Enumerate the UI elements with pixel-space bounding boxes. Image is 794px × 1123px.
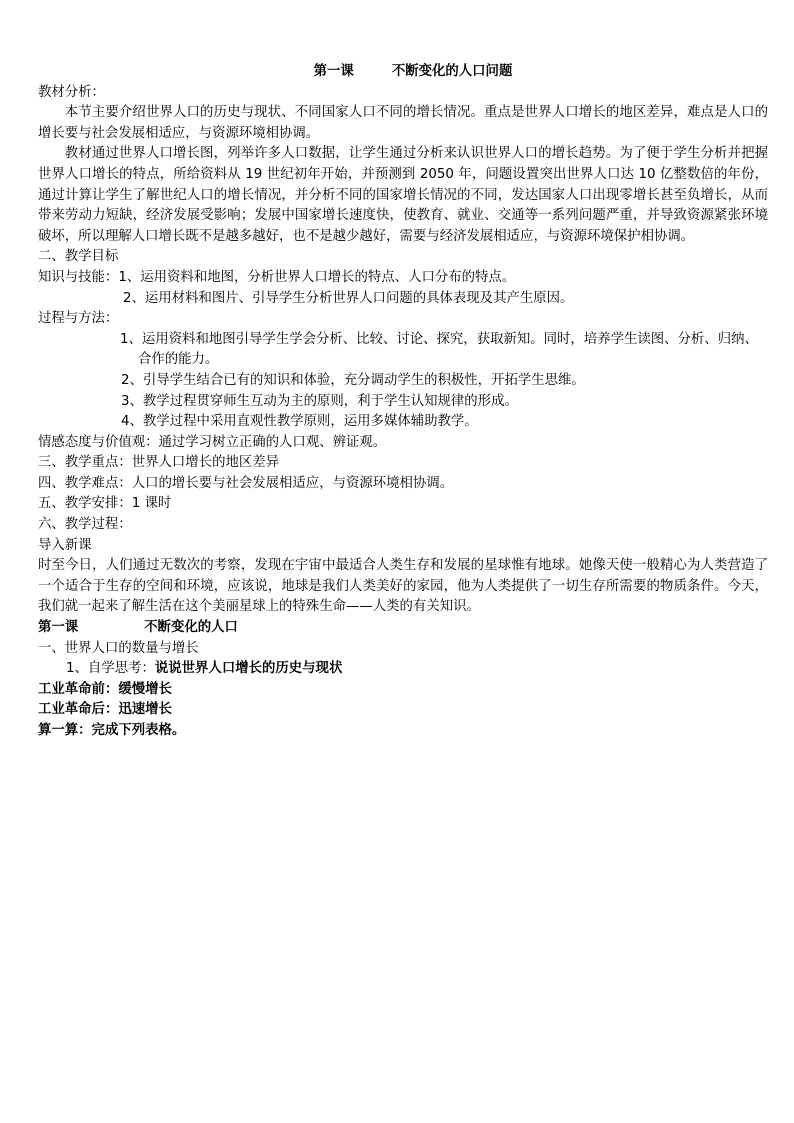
title-lesson-name: 不断变化的人口问题 [391, 64, 513, 79]
analysis-paragraph-1: 本节主要介绍世界人口的历史与现状、不同国家人口不同的增长情况。重点是世界人口增长的地区差异，难点是人口的增长要与社会发展相适应，与资源环境相协调。 [38, 105, 768, 141]
self-study-prefix: 1、自学思考： [66, 661, 155, 677]
lesson-heading [38, 618, 768, 639]
knowledge-objective-2: 2、运用材料和图片、引导学生分析世界人口问题的具体表现及其产生原因。 [123, 290, 574, 306]
calc-instruction: 算一算：完成下列表格。 [38, 723, 186, 738]
after-industrial-revolution: 工业革命后：迅速增长 [38, 702, 172, 718]
process-heading: 六、教学过程： [38, 517, 132, 533]
knowledge-item-1: 1、运用资料和地图，分析世界人口增长的特点、人口分布的特点。 [118, 269, 516, 285]
process-objective-1: 1、运用资料和地图引导学生学会分析、比较、讨论、探究，获取新知。同时，培养学生读图、分析、归纳、合作的能力。 [120, 331, 758, 368]
self-study [38, 659, 768, 680]
intro-text: 时至今日，人们通过无数次的考察，发现在宇宙中最适合人类生存和发展的星球惟有地球。她像天使一般精心为人类营造了一个适合于生存的空间和环境，应该说，地球是我们人类美好的家园，他为人类提供了一切生存所需要的物质条件。今天，我们就一起来了解生活在这个美丽星球上的特殊生命——人类的有关知识。 [38, 558, 768, 615]
before-industrial-revolution: 工业革命前：缓慢增长 [38, 681, 172, 697]
process-objective-2: 2、引导学生结合已有的知识和体验，充分调动学生的积极性，开拓学生思维。 [121, 372, 585, 388]
section-heading: 一、世界人口的数量与增长 [38, 640, 199, 656]
difficulty-point: 四、教学难点：人口的增长要与社会发展相适应，与资源环境相协调。 [38, 475, 454, 491]
analysis-paragraph-2: 教材通过世界人口增长图，列举许多人口数据，让学生通过分析来认识世界人口的增长趋势。为了便于学生分析并把握世界人口增长的特点，所给资料从 19 世纪初年开始，并预测到 2050 年，问题设置突出世界人口达 10 亿整数倍的年份，通过计算让学生了解世纪人口的增长情况，并分析不同的国家增长情况的不同，发达国家人口出现零增长甚至负增长，从而带来劳动力短缺，经济发展受影响；发展中国家增长速度快，使教育、就业、交通等一系列问题严重，并导致资源紧张环境破坏，所以理解人口增长既不是越多越好，也不是越少越好，需要与经济发展相适应，与资源环境保护相协调。 [38, 146, 768, 244]
intro-heading: 导入新课 [38, 537, 92, 553]
key-point: 三、教学重点：世界人口增长的地区差异 [38, 455, 280, 471]
title-lesson-number: 第一课 [313, 64, 354, 79]
objectives-heading: 二、教学目标 [38, 249, 119, 265]
self-study-question: 说说世界人口增长的历史与现状 [154, 661, 343, 677]
process-label: 过程与方法： [38, 311, 119, 327]
process-objective-4: 4、教学过程中采用直观性教学原则，运用多媒体辅助教学。 [121, 414, 478, 430]
page-title [38, 62, 768, 83]
attitude-objective: 情感态度与价值观：通过学习树立正确的人口观、辨证观。 [38, 434, 387, 450]
lesson-number: 第一课 [38, 620, 79, 636]
schedule: 五、教学安排：1 课时 [38, 496, 172, 512]
knowledge-label: 知识与技能： [38, 269, 119, 285]
process-objective-3: 3、教学过程贯穿师生互动为主的原则，利于学生认知规律的形成。 [121, 393, 518, 409]
document-page [38, 62, 768, 742]
lesson-name: 不断变化的人口 [144, 620, 238, 636]
analysis-heading: 教材分析： [38, 84, 105, 100]
knowledge-objective-1 [38, 268, 768, 289]
